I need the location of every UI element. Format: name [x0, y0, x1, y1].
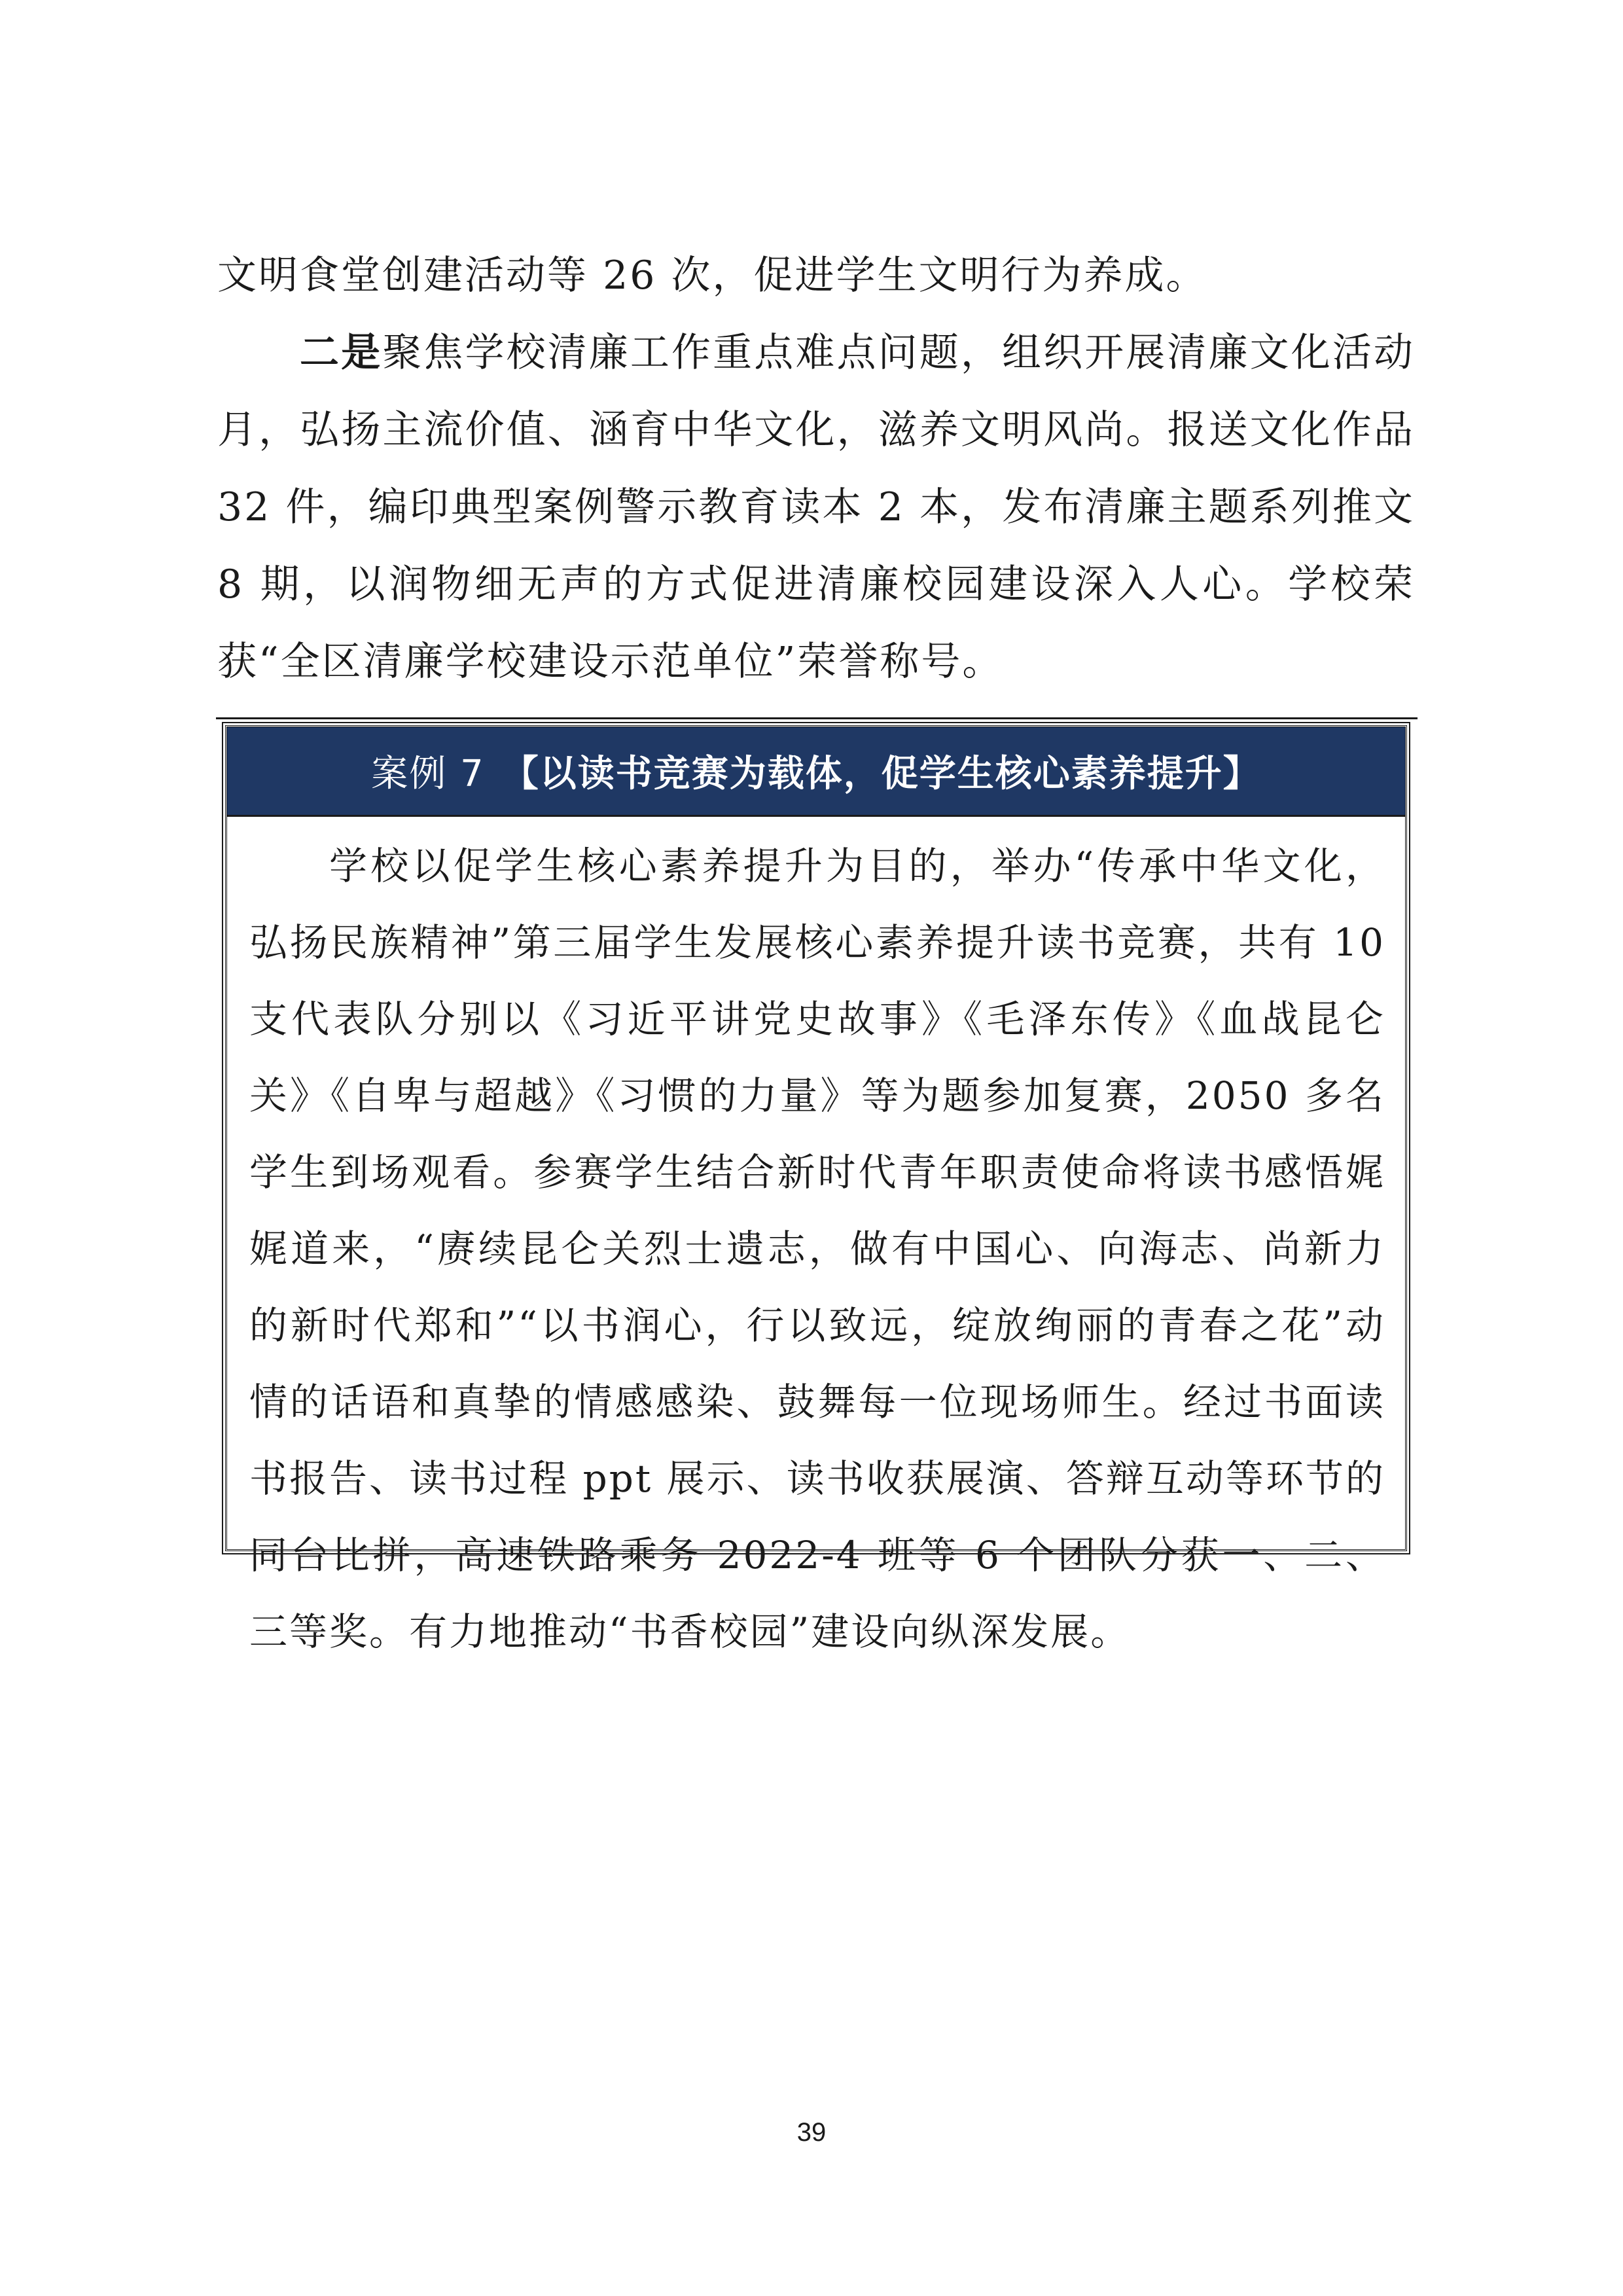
case-top-rule — [216, 717, 1418, 719]
case-title: 【以读书竞赛为载体，促学生核心素养提升】 — [501, 753, 1261, 795]
case-body — [249, 828, 1385, 1670]
case-body-text: 学校以促学生核心素养提升为目的，举办“传承中华文化，弘扬民族精神”第三届学生发展核心素养提升读书竞赛，共有 10 支代表队分别以《习近平讲党史故事》《毛泽东传》《血战昆仑关》《自卑与超越》《习惯的力量》等为题参加复赛，2050 多名学生到场观看。参赛学生结合新时代青年职责使命将读书感悟娓娓道来，“赓续昆仑关烈士遗志，做有中国心、向海志、尚新力的新时代郑和”“以书润心，行以致远，绽放绚丽的青春之花”动情的话语和真挚的情感感染、鼓舞每一位现场师生。经过书面读书报告、读书过程 ppt 展示、读书收获展演、答辩互动等环节的同台比拼，高速铁路乘务 2022-4 班等 6 个团队分获一、二、三等奖。有力地推动“书香校园”建设向纵深发展。 — [249, 844, 1385, 1654]
case-header — [227, 727, 1405, 817]
page-number: 39 — [796, 2118, 827, 2147]
case-label: 案例 7 — [371, 753, 485, 795]
case-box — [225, 725, 1407, 1654]
body-text — [217, 237, 1415, 700]
paragraph-second — [217, 314, 1415, 700]
paragraph-continued: 文明食堂创建活动等 26 次，促进学生文明行为养成。 — [217, 253, 1207, 298]
paragraph-lead: 二是 — [300, 330, 383, 376]
paragraph-second-text: 聚焦学校清廉工作重点难点问题，组织开展清廉文化活动月，弘扬主流价值、涵育中华文化，滋养文明风尚。报送文化作品 32 件，编印典型案例警示教育读本 2 本，发布清廉主题系列推文 8 期，以润物细无声的方式促进清廉校园建设深入人心。学校荣获“全区清廉学校建设示范单位”荣誉称号。 — [217, 330, 1416, 685]
